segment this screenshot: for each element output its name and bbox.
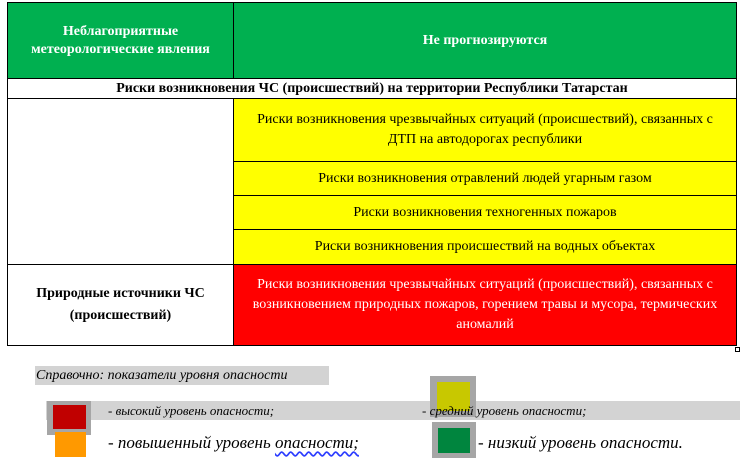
legend-medium-label: - средний уровень опасности; <box>422 403 587 418</box>
risk-technogenic-fires: Риски возникновения техногенных пожаров <box>234 196 737 230</box>
legend-reference-text: Справочно: показатели уровня опасности <box>35 366 329 385</box>
legend-high-label: - высокий уровень опасности; <box>108 403 275 418</box>
elevated-level-swatch <box>55 432 86 457</box>
header-phenomena-cell: Неблагоприятные метеорологические явления <box>8 3 234 79</box>
empty-category-cell <box>8 99 234 265</box>
risk-natural-fires: Риски возникновения чрезвычайных ситуаций (происшествий), связанных с возникновением природных пожаров, горением травы и мусора, термических аномалий <box>234 265 737 346</box>
low-level-swatch <box>438 428 470 453</box>
legend-elevated-word: опасности; <box>274 433 359 452</box>
risk-road-accidents: Риски возникновения чрезвычайных ситуаций (происшествий), связанных с ДТП на автодорогах республики <box>234 99 737 162</box>
risk-table <box>7 2 737 346</box>
header-forecast-cell: Не прогнозируются <box>234 3 737 79</box>
risk-water-objects: Риски возникновения происшествий на водных объектах <box>234 230 737 265</box>
table-resize-handle[interactable] <box>735 347 740 352</box>
high-level-swatch <box>53 405 86 429</box>
natural-sources-label: Природные источники ЧС (происшествий) <box>8 265 234 346</box>
legend-low-label: - низкий уровень опасности. <box>478 433 683 452</box>
legend-elevated-prefix: - повышенный уровень <box>108 433 275 452</box>
risk-table-title: Риски возникновения ЧС (происшествий) на территории Республики Татарстан <box>8 79 737 99</box>
risk-carbon-monoxide: Риски возникновения отравлений людей угарным газом <box>234 162 737 196</box>
legend-elevated-label <box>108 432 359 454</box>
